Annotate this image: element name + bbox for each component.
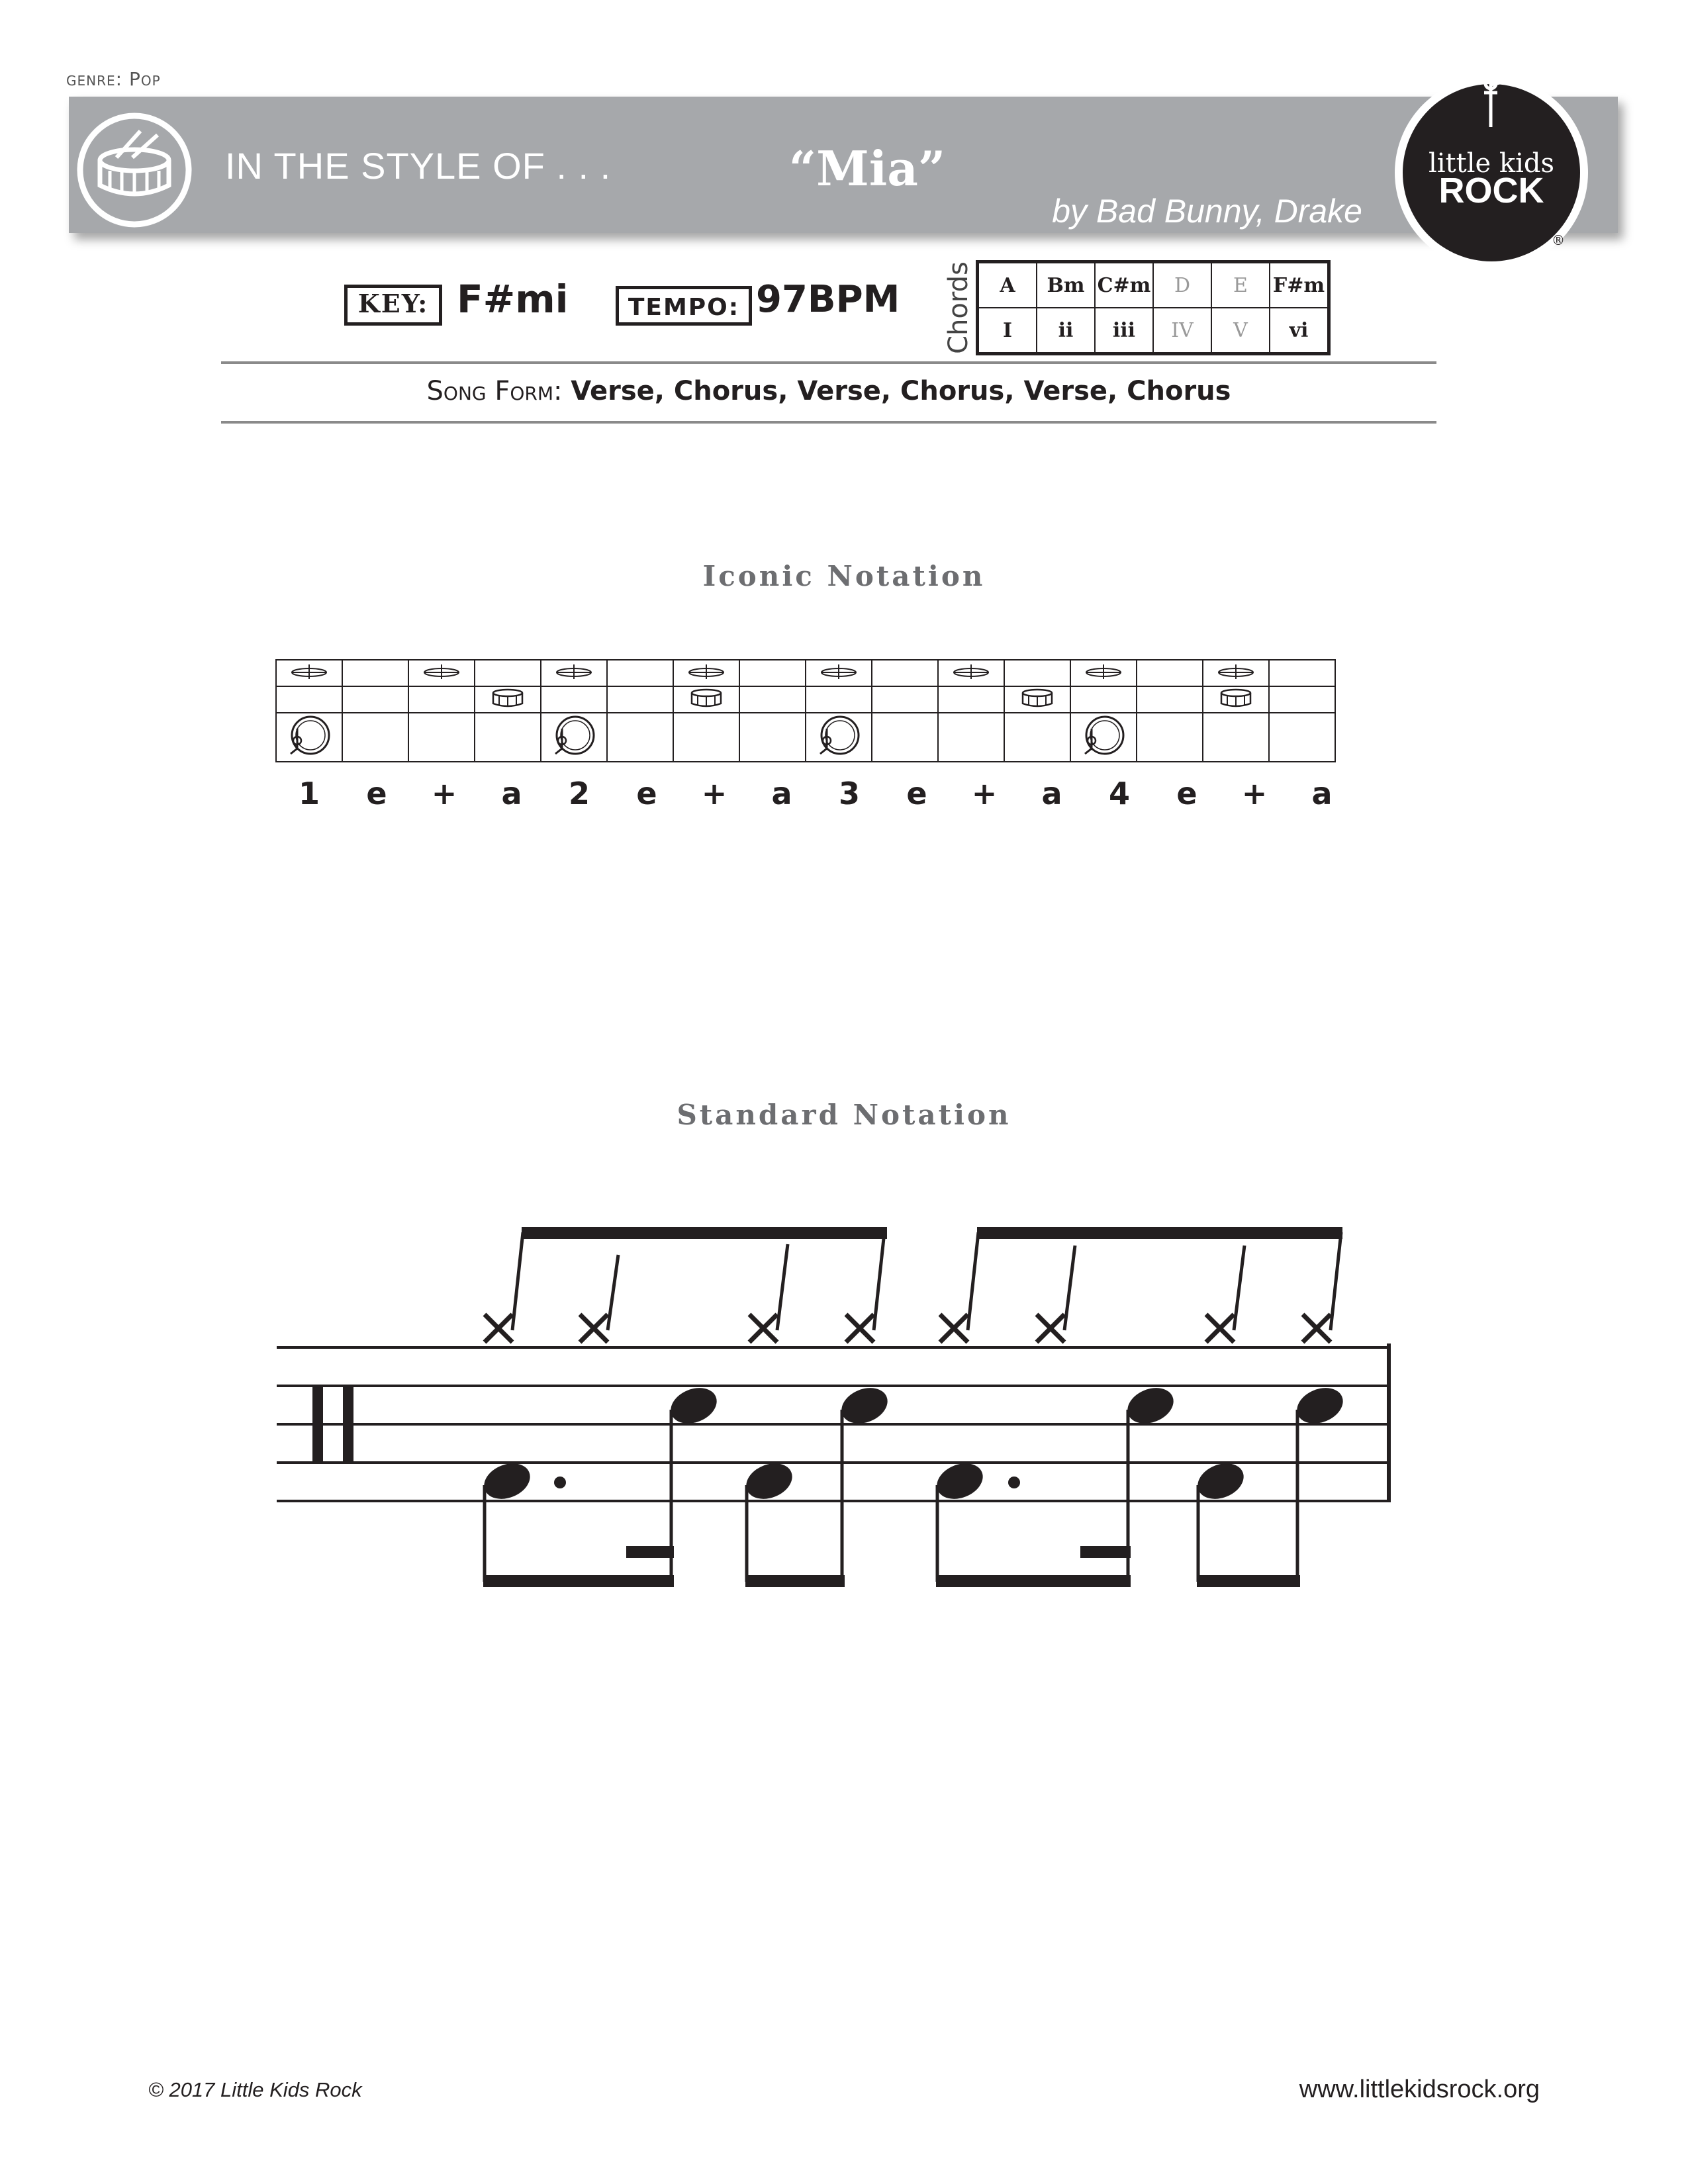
kick-notes xyxy=(479,1457,1248,1505)
beat-count: e xyxy=(906,776,927,811)
chord-numeral: vi xyxy=(1270,308,1329,354)
logo-line1: little kids xyxy=(1428,148,1555,179)
hihat-stems xyxy=(512,1232,1341,1330)
beat-count: a xyxy=(1311,776,1333,811)
beat-count: a xyxy=(1041,776,1062,811)
key-value: F#mi xyxy=(457,277,569,322)
beat-count: a xyxy=(771,776,792,811)
hihat-beam xyxy=(522,1227,887,1239)
beat-count: e xyxy=(1176,776,1197,811)
registered-mark: ® xyxy=(1552,232,1565,248)
iconic-notation-title: Iconic Notation xyxy=(702,560,986,592)
beat-count: e xyxy=(366,776,387,811)
chord-numeral: I xyxy=(978,308,1037,354)
chord-numeral: IV xyxy=(1153,308,1211,354)
chord-numeral: V xyxy=(1211,308,1270,354)
hihat-notes xyxy=(485,1314,1331,1342)
logo-line2: ROCK xyxy=(1438,171,1544,210)
chord-name: D xyxy=(1153,262,1211,308)
genre-label: genre: Pop xyxy=(66,68,161,90)
copyright: © 2017 Little Kids Rock xyxy=(148,2078,362,2101)
website-link[interactable]: www.littlekidsrock.org xyxy=(1299,2075,1540,2103)
low-stems xyxy=(485,1410,1297,1582)
chord-name: E xyxy=(1211,262,1270,308)
beat-count: + xyxy=(971,776,998,811)
song-form-value: Verse, Chorus, Verse, Chorus, Verse, Chorus xyxy=(571,376,1231,406)
beat-count: a xyxy=(501,776,522,811)
style-of-label: IN THE STYLE OF . . . xyxy=(225,145,612,187)
chord-name: A xyxy=(978,262,1037,308)
beat-count: 4 xyxy=(1108,776,1130,811)
beat-count: + xyxy=(431,776,457,811)
percussion-clef xyxy=(312,1386,323,1463)
beat-count: + xyxy=(701,776,727,811)
beat-count: 3 xyxy=(838,776,860,811)
hihat-beam xyxy=(977,1227,1342,1239)
snare-notes xyxy=(665,1381,1348,1430)
chord-numeral: iii xyxy=(1095,308,1153,354)
beat-count: e xyxy=(636,776,657,811)
artist-name: by Bad Bunny, Drake xyxy=(1052,193,1362,230)
low-beams xyxy=(483,1546,1300,1587)
chord-name: F#m xyxy=(1270,262,1329,308)
standard-notation-title: Standard Notation xyxy=(677,1099,1011,1131)
chord-name: Bm xyxy=(1037,262,1095,308)
beat-count: 2 xyxy=(568,776,590,811)
key-label: KEY: xyxy=(357,289,429,318)
song-form-label: Song Form: xyxy=(426,376,563,406)
chord-numeral: ii xyxy=(1037,308,1095,354)
song-title: “Mia” xyxy=(788,140,946,197)
tempo-label: TEMPO: xyxy=(628,294,740,321)
tempo-value: 97BPM xyxy=(756,278,900,321)
chords-label: Chords xyxy=(943,261,974,354)
beat-count: 1 xyxy=(298,776,320,811)
beat-count: + xyxy=(1241,776,1268,811)
chord-name: C#m xyxy=(1095,262,1153,308)
